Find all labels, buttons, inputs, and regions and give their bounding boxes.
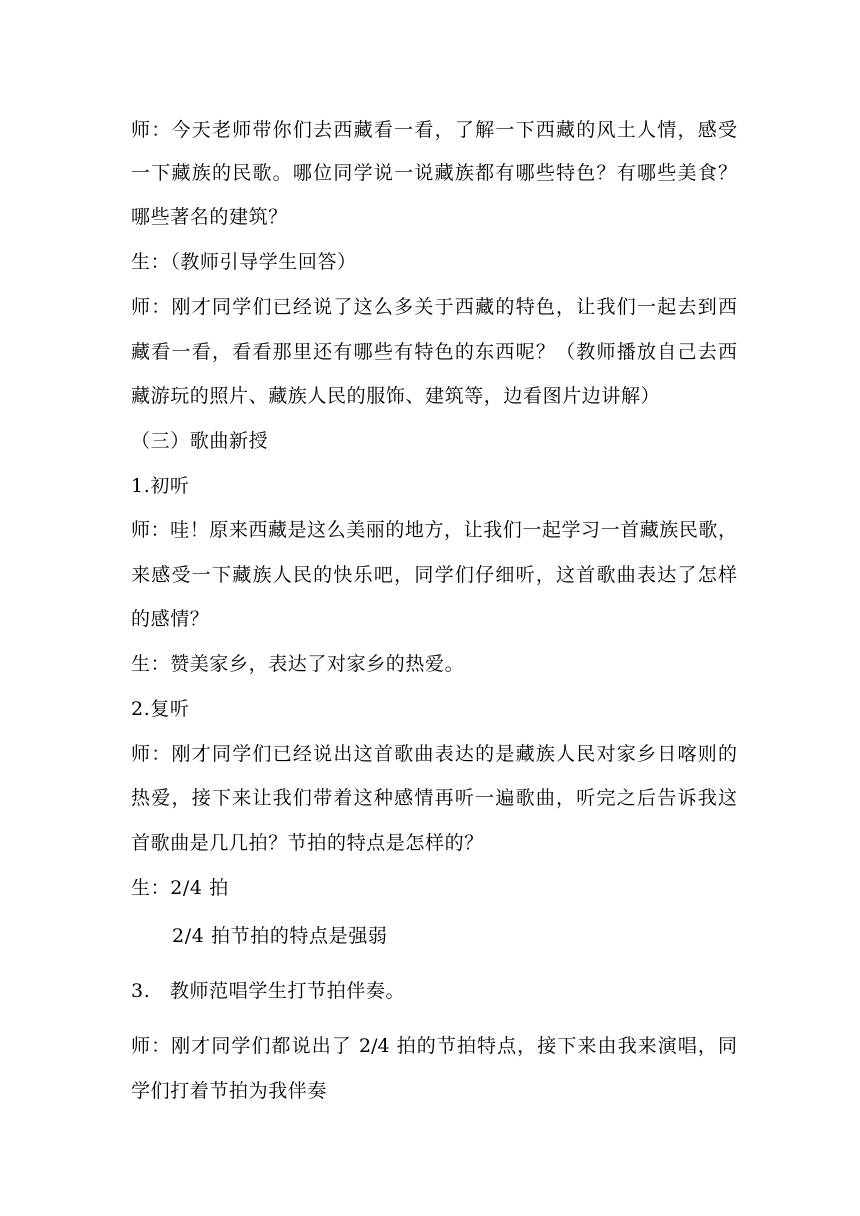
text-line: 生：2/4 拍	[131, 877, 229, 899]
text-line: 哪些著名的建筑？	[131, 206, 288, 228]
text-line: 藏游玩的照片、藏族人民的服饰、建筑等，边看图片边讲解）	[131, 385, 661, 407]
text-line: 师：刚才同学们已经说了这么多关于西藏的特色，让我们一起去到西	[131, 296, 737, 318]
step-heading: 1.初听	[131, 475, 190, 497]
text-line: 学们打着节拍为我伴奏	[131, 1080, 328, 1102]
text-line: 首歌曲是几几拍？节拍的特点是怎样的？	[131, 832, 484, 854]
text-line: 来感受一下藏族人民的快乐吧，同学们仔细听，这首歌曲表达了怎样	[131, 564, 737, 586]
text-line: 生：赞美家乡，表达了对家乡的热爱。	[131, 653, 465, 675]
text-line: 师：哇！原来西藏是这么美丽的地方，让我们一起学习一首藏族民歌，	[131, 519, 737, 541]
text-line: 生：（教师引导学生回答）	[131, 251, 357, 273]
text-line: 的感情？	[131, 608, 210, 630]
text-line: 热爱，接下来让我们带着这种感情再听一遍歌曲，听完之后告诉我这	[131, 787, 737, 809]
text-line: 师：刚才同学们已经说出这首歌曲表达的是藏族人民对家乡日喀则的	[131, 743, 737, 765]
text-line: 2/4 拍节拍的特点是强弱	[172, 925, 388, 947]
text-line: 师：刚才同学们都说出了 2/4 拍的节拍特点，接下来由我来演唱，同	[131, 1035, 737, 1057]
step-heading: 3. 教师范唱学生打节拍伴奏。	[131, 980, 406, 1002]
step-heading: 2.复听	[131, 698, 190, 720]
text-line: 师：今天老师带你们去西藏看一看，了解一下西藏的风土人情，感受	[131, 119, 737, 141]
section-heading: （三）歌曲新授	[131, 430, 269, 452]
text-line: 藏看一看，看看那里还有哪些有特色的东西呢？（教师播放自己去西	[131, 341, 737, 363]
text-line: 一下藏族的民歌。哪位同学说一说藏族都有哪些特色？有哪些美食？	[131, 162, 737, 184]
